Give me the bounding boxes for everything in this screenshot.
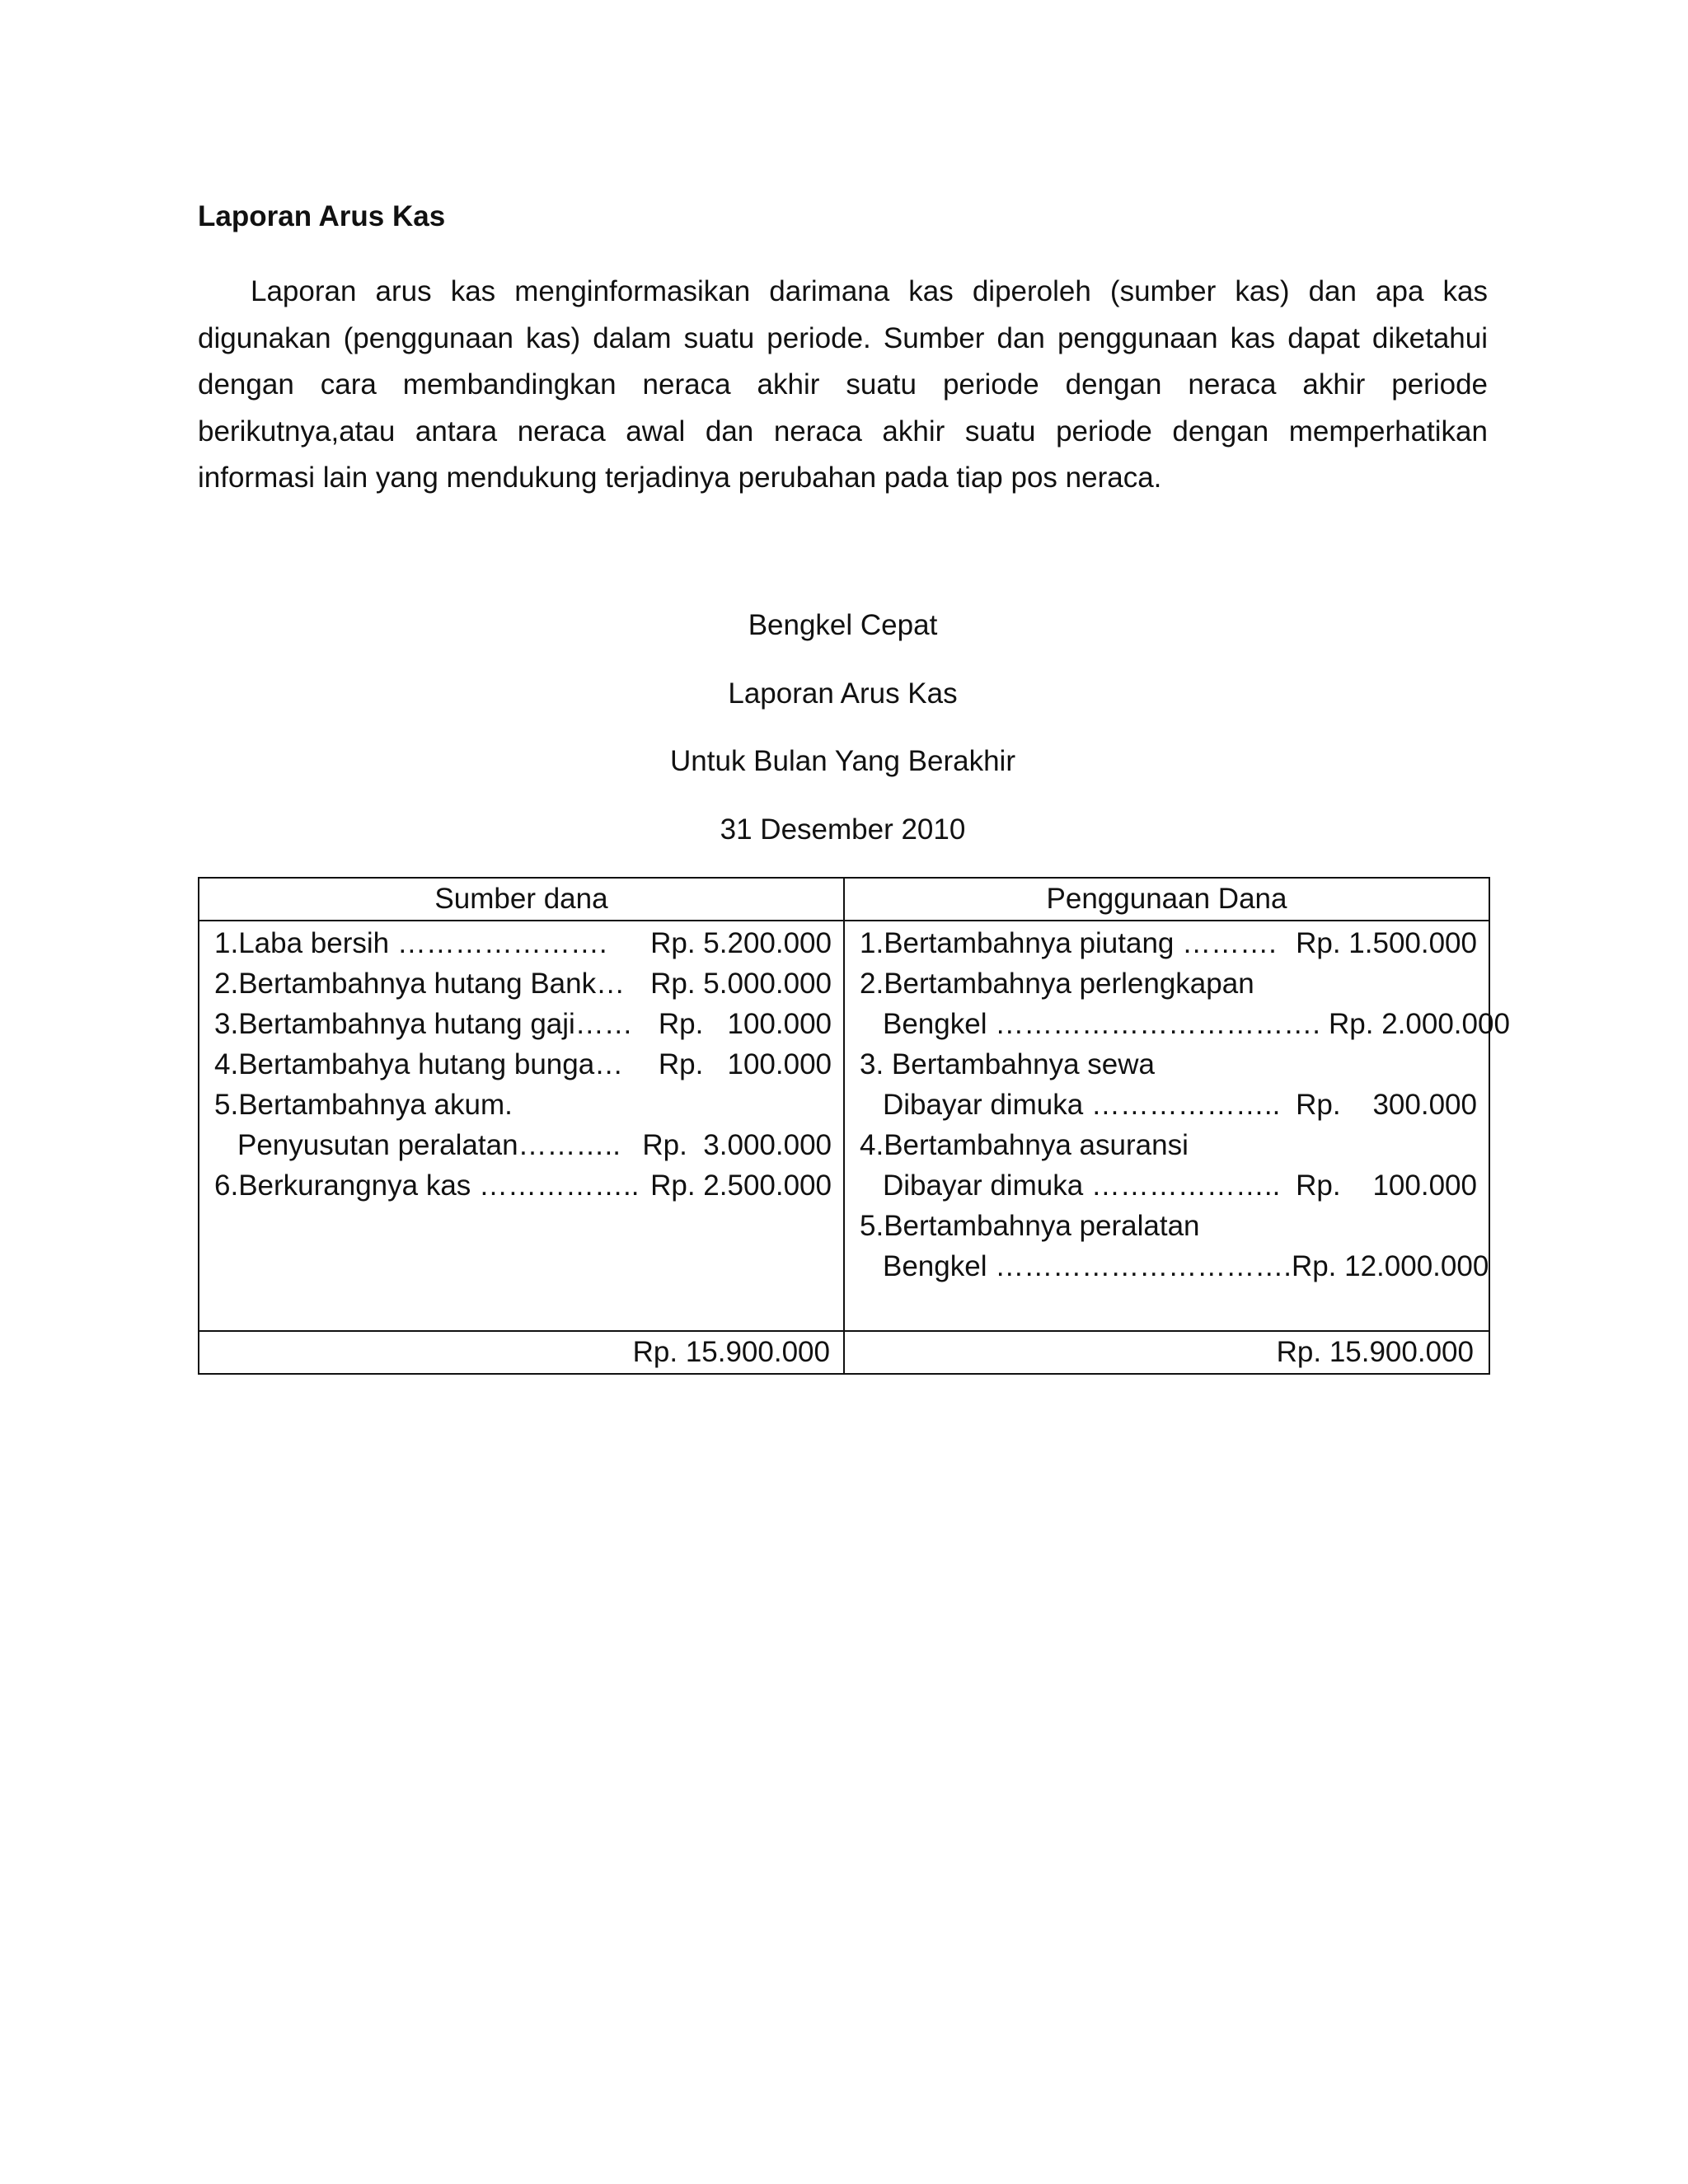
source-item xyxy=(214,1125,832,1165)
uses-total: Rp. 15.900.000 xyxy=(844,1331,1489,1374)
source-item-label: 3.Bertambahnya hutang gaji…… xyxy=(214,1008,633,1040)
header-uses: Penggunaan Dana xyxy=(844,878,1489,921)
source-item xyxy=(214,963,832,1004)
use-item xyxy=(860,923,1477,963)
cash-flow-table xyxy=(198,877,1510,1375)
use-item xyxy=(860,1246,1489,1286)
use-item xyxy=(860,1125,1477,1165)
use-item xyxy=(860,1004,1510,1044)
use-item-label: 5.Bertambahnya peralatan xyxy=(860,1210,1200,1242)
sources-cell xyxy=(199,921,844,1331)
use-item-label: Dibayar dimuka ……………….. xyxy=(883,1089,1281,1121)
source-item xyxy=(214,1004,832,1044)
uses-cell xyxy=(844,921,1510,1331)
use-item xyxy=(860,1085,1477,1125)
use-item xyxy=(860,963,1477,1004)
source-item-amount: Rp. 5.200.000 xyxy=(650,927,832,959)
report-company: Bengkel Cepat xyxy=(748,609,938,641)
use-item-amount: Rp. 100.000 xyxy=(1296,1169,1477,1202)
source-item xyxy=(214,1085,832,1125)
use-item-amount: Rp. 300.000 xyxy=(1296,1089,1477,1121)
source-item-amount: Rp. 100.000 xyxy=(658,1048,832,1080)
report-date: 31 Desember 2010 xyxy=(720,813,966,846)
report-period: Untuk Bulan Yang Berakhir xyxy=(670,745,1015,777)
report-title: Laporan Arus Kas xyxy=(728,677,958,710)
use-item-label: Bengkel …………………………. xyxy=(883,1250,1292,1282)
use-item-label: Dibayar dimuka ……………….. xyxy=(883,1169,1281,1202)
source-item-label: 5.Bertambahnya akum. xyxy=(214,1089,513,1121)
use-item-amount: Rp. 2.000.000 xyxy=(1329,1008,1510,1040)
use-item xyxy=(860,1044,1477,1085)
table-header-row xyxy=(199,878,1489,921)
table-totals-row xyxy=(199,1331,1489,1374)
intro-paragraph: Laporan arus kas menginformasikan darimana kas diperoleh (sumber kas) dan apa kas digunakan (penggunaan kas) dalam suatu periode. Sumber dan penggunaan kas dapat diketahui dengan cara membandingkan neraca akhir suatu periode dengan neraca akhir periode berikutnya,atau antara neraca awal dan neraca akhir suatu periode dengan memperhatikan informasi lain yang mendukung terjadinya perubahan pada tiap pos neraca. xyxy=(198,275,1488,494)
use-item xyxy=(860,1165,1477,1206)
sources-total: Rp. 15.900.000 xyxy=(199,1331,844,1374)
source-item-label: 1.Laba bersih …………………. xyxy=(214,927,607,959)
use-item-label: 1.Bertambahnya piutang ………. xyxy=(860,927,1277,959)
source-item xyxy=(214,1165,832,1206)
source-item-amount: Rp. 3.000.000 xyxy=(642,1129,832,1161)
source-item-label: 4.Bertambahya hutang bunga… xyxy=(214,1048,624,1080)
header-sources: Sumber dana xyxy=(199,878,844,921)
section-title: Laporan Arus Kas xyxy=(198,200,446,232)
use-item-label: 3. Bertambahnya sewa xyxy=(860,1048,1155,1080)
use-item-label: Bengkel ……………………………. xyxy=(883,1008,1320,1040)
use-item-amount: Rp. 1.500.000 xyxy=(1296,927,1477,959)
source-item-label: Penyusutan peralatan……….. xyxy=(237,1129,621,1161)
source-item xyxy=(214,923,832,963)
source-item-label: 2.Bertambahnya hutang Bank… xyxy=(214,968,626,1000)
source-item-amount: Rp. 100.000 xyxy=(658,1008,832,1040)
source-item-amount: Rp. 5.000.000 xyxy=(650,968,832,1000)
table-items-row xyxy=(199,921,1489,1331)
source-item-label: 6.Berkurangnya kas …………….. xyxy=(214,1169,640,1202)
use-item-label: 2.Bertambahnya perlengkapan xyxy=(860,968,1254,1000)
use-item-amount: Rp. 12.000.000 xyxy=(1291,1250,1489,1282)
use-item-label: 4.Bertambahnya asuransi xyxy=(860,1129,1189,1161)
use-item xyxy=(860,1206,1477,1246)
source-item xyxy=(214,1044,832,1085)
source-item-amount: Rp. 2.500.000 xyxy=(650,1169,832,1202)
